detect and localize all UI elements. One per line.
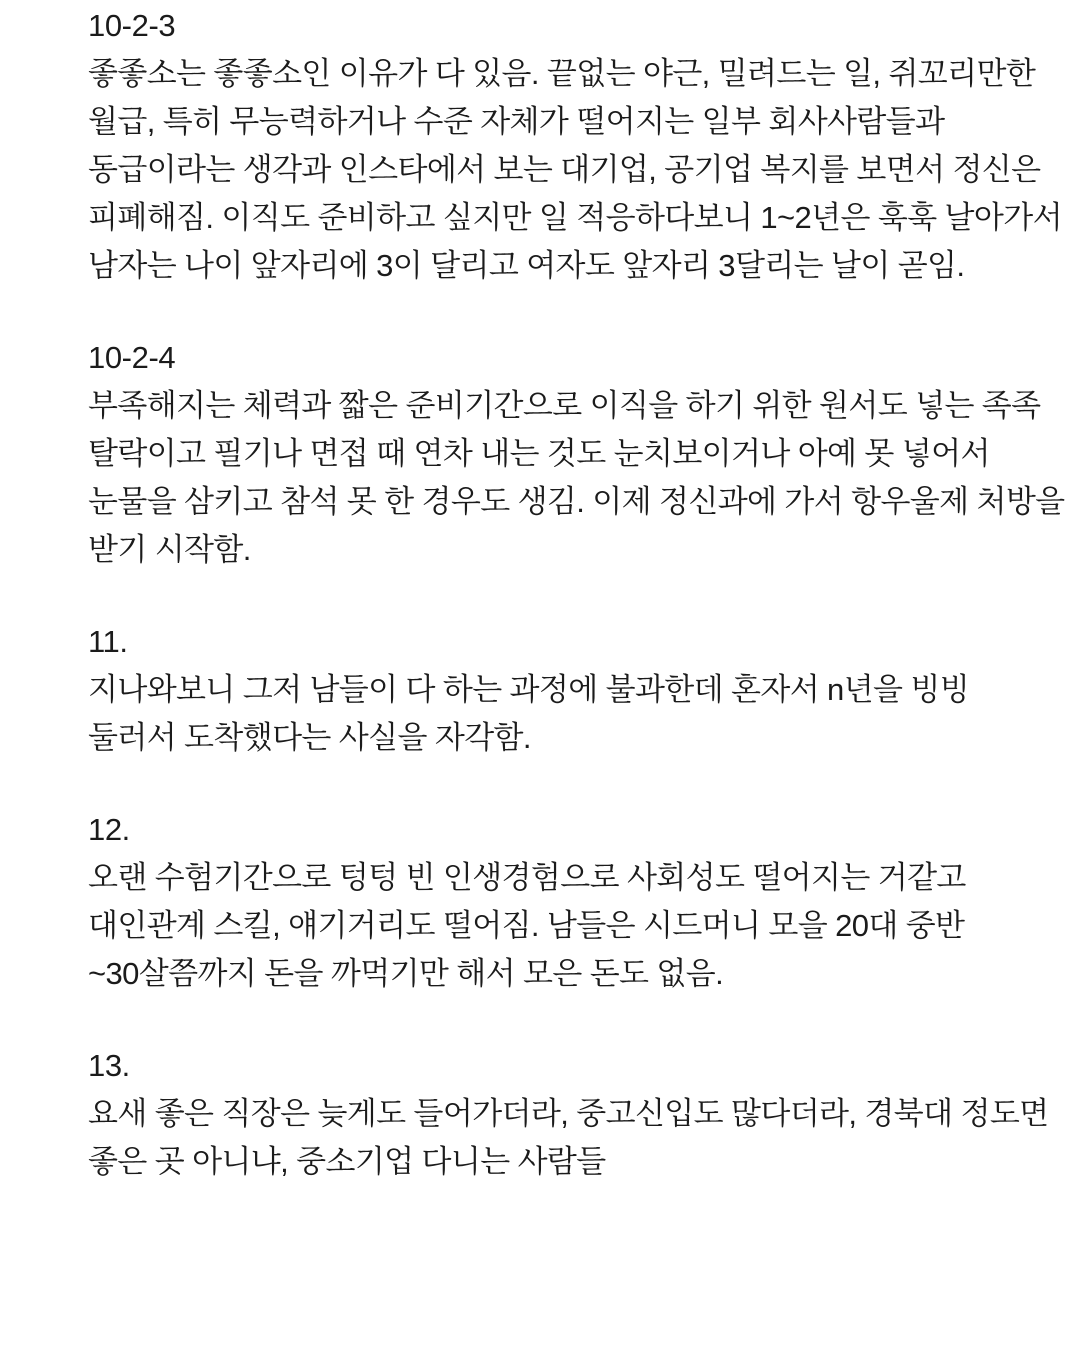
block-number: 12. <box>88 812 130 847</box>
block-body: 오랜 수험기간으로 텅텅 빈 인생경험으로 사회성도 떨어지는 거같고 대인관계 스킬, 얘기거리도 떨어짐. 남들은 시드머니 모을 20대 중반~30살쯤까지 돈을 까먹기만 해서 모은 돈도 없음. <box>88 860 974 991</box>
document-content <box>88 0 1073 1186</box>
left-margin <box>0 0 88 1369</box>
text-block <box>88 334 1073 574</box>
block-number: 10-2-4 <box>88 340 176 375</box>
text-block <box>88 1042 1065 1186</box>
text-block <box>88 2 1070 290</box>
text-block <box>88 806 1065 998</box>
text-block <box>88 618 1065 762</box>
block-number: 10-2-3 <box>88 8 176 43</box>
block-body: 지나와보니 그저 남들이 다 하는 과정에 불과한데 혼자서 n년을 빙빙 둘러서 도착했다는 사실을 자각함. <box>88 672 978 755</box>
block-body: 요새 좋은 직장은 늦게도 들어가더라, 중고신입도 많다더라, 경북대 정도면 좋은 곳 아니냐, 중소기업 다니는 사람들 <box>88 1096 1057 1179</box>
block-body: 좋좋소는 좋좋소인 이유가 다 있음. 끝없는 야근, 밀려드는 일, 쥐꼬리만한 월급, 특히 무능력하거나 수준 자체가 떨어지는 일부 회사사람들과 동급이라는 생각과 인스타에서 보는 대기업, 공기업 복지를 보면서 정신은 피폐해짐. 이직도 준비하고 싶지만 일 적응하다보니 1~2년은 훅훅 날아가서 남자는 나이 앞자리에 3이 달리고 여자도 앞자리 3달리는 날이 곧임. <box>88 56 1070 283</box>
block-number: 11. <box>88 624 128 659</box>
block-body: 부족해지는 체력과 짧은 준비기간으로 이직을 하기 위한 원서도 넣는 족족 탈락이고 필기나 면접 때 연차 내는 것도 눈치보이거나 아예 못 넣어서 눈물을 삼키고 참석 못 한 경우도 생김. 이제 정신과에 가서 항우울제 처방을 받기 시작함. <box>88 388 1073 567</box>
block-number: 13. <box>88 1048 130 1083</box>
